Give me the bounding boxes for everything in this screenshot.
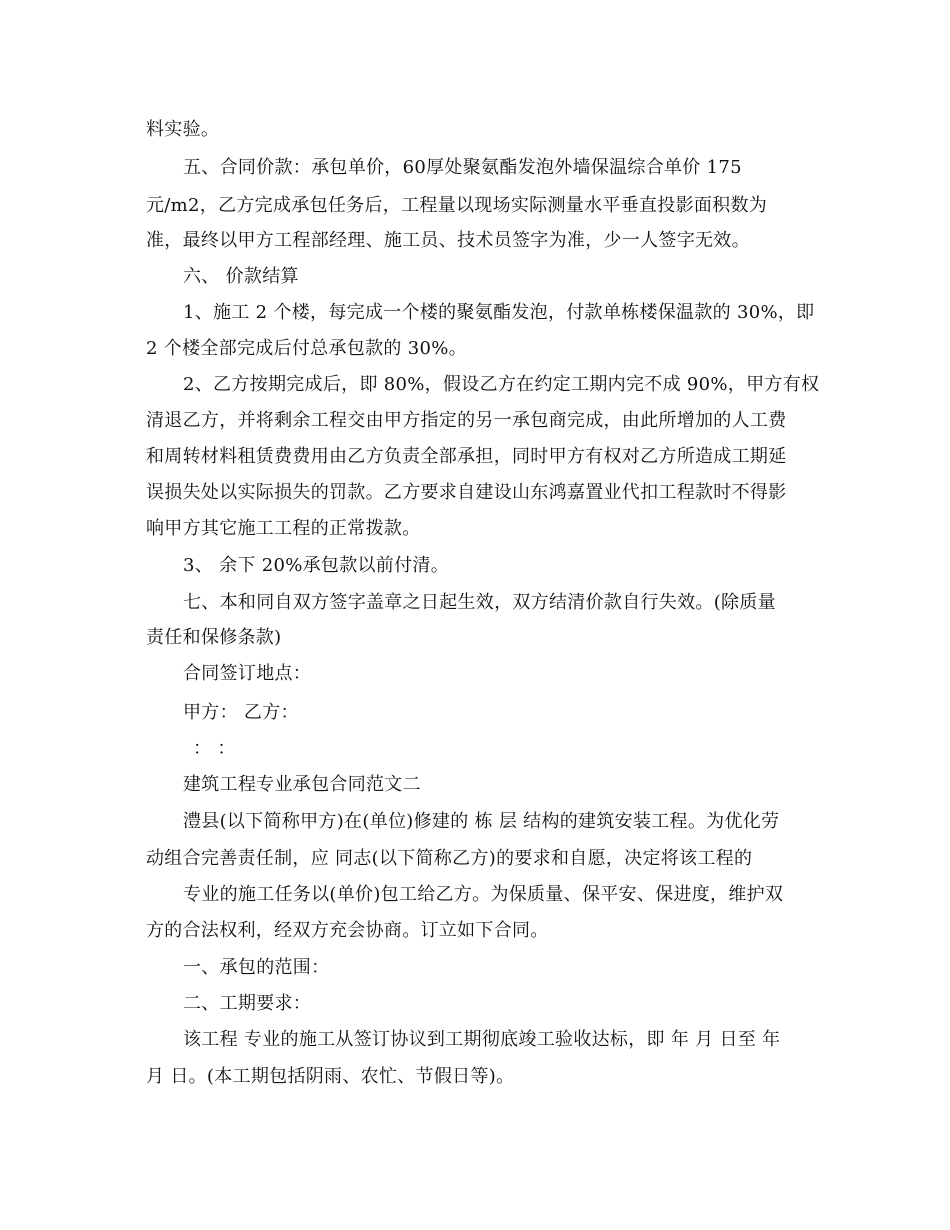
text-line: 准，最终以甲方工程部经理、施工员、技术员签字为准，少一人签字无效。 [146,230,750,251]
text-line: 和周转材料租赁费费用由乙方负责全部承担，同时甲方有权对乙方所造成工期延 [146,446,787,467]
text-line: 五、合同价款：承包单价，60厚处聚氨酯发泡外墙保温综合单价 175 [183,157,742,178]
text-line: 合同签订地点： [183,663,312,684]
text-line: 响甲方其它施工工程的正常拨款。 [146,518,421,539]
text-line: 清退乙方，并将剩余工程交由甲方指定的另一承包商完成，由此所增加的人工费 [146,410,787,431]
text-line: 2、乙方按期完成后，即 80%，假设乙方在约定工期内完不成 90%，甲方有权 [183,374,820,395]
section-heading: 二、工期要求： [183,993,312,1014]
text-line: 3、 余下 20%承包款以前付清。 [183,555,450,576]
text-line: 甲方： 乙方： [183,702,299,723]
text-line: 2 个楼全部完成后付总承包款的 30%。 [146,338,467,359]
text-line: 该工程 专业的施工从签订协议到工期彻底竣工验收达标，即 年 月 日至 年 [183,1029,781,1050]
text-line: ： ： [193,738,236,759]
text-line: 七、本和同自双方签字盖章之日起生效，双方结清价款自行失效。(除质量 [183,592,776,613]
document-title: 建筑工程专业承包合同范文二 [183,774,421,795]
section-heading: 六、 价款结算 [183,266,299,287]
text-line: 1、施工 2 个楼，每完成一个楼的聚氨酯发泡，付款单栋楼保温款的 30%，即 [183,302,815,323]
text-line: 责任和保修条款) [146,627,282,648]
text-line: 专业的施工任务以(单价)包工给乙方。为保质量、保平安、保进度，维护双 [183,884,784,905]
text-line: 月 日。(本工期包括阴雨、农忙、节假日等)。 [146,1066,515,1087]
section-heading: 一、承包的范围： [183,957,330,978]
text-line: 动组合完善责任制，应 同志(以下简称乙方)的要求和自愿，决定将该工程的 [146,848,753,869]
text-line: 方的合法权利，经双方充会协商。订立如下合同。 [146,920,549,941]
text-line: 澧县(以下简称甲方)在(单位)修建的 栋 层 结构的建筑安装工程。为优化劳 [183,811,780,832]
text-line: 误损失处以实际损失的罚款。乙方要求自建设山东鸿嘉置业代扣工程款时不得影 [146,482,787,503]
text-line: 元/m2，乙方完成承包任务后，工程量以现场实际测量水平垂直投影面积数为 [146,195,768,216]
text-line: 料实验。 [146,119,220,140]
